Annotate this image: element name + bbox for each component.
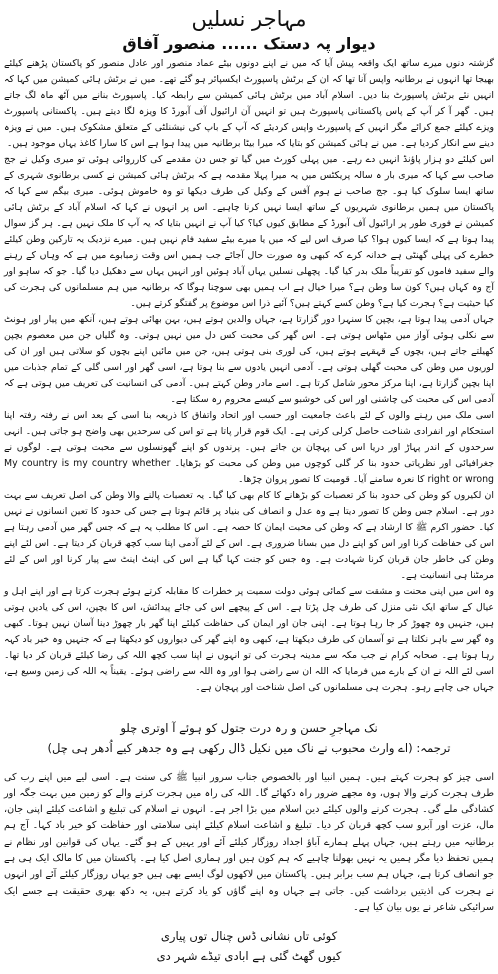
body-paragraph: اسی ملک میں رہنے والوں کے لئے باعث جامعیت اور حسب اور اتحاد واتفاق کا ذریعہ بنا اسی کے بعد اس نے رفتہ رفتہ اپنا استحکام اور انفرادی شناخت حاصل کرلی کرتی ہے۔ ایک قوم قرار پاتا ہے تو اس کی سرحدیں بھی واضح ہو جاتی ہیں۔ انہی سرحدوں کے اندر پہاڑ اور دریا اس کی پہچان بن جاتے ہیں۔ پرندوں کو اپنے گھونسلوں سے محبت ہوتی ہے۔ لوگوں نے جغرافیائی اور نظریاتی حدود بنا کر گلی کوچوں میں وطن کی محبت کو بڑھایا۔ My country is my country whether right or wrong کا نعرہ سامنے آیا۔ قومیت کا تصور پروان چڑھا۔ xyxy=(4,410,494,485)
poem-line: کیوں گھٹ گئی ہے ابادی تیڈے شہر دی xyxy=(156,949,342,963)
poem-verse: نک مہاجرِ حسن و رہ درت جتول کو ہوئے آ اوتری چلو xyxy=(120,721,378,735)
poem-translation: ترجمہ: (اے وارث محبوب نے ناک میں نکیل ڈال رکھی ہے وہ جدھر کیے اُدھر ہی چل) xyxy=(47,741,451,755)
column-title: مہاجر نسلیں xyxy=(191,7,307,31)
body-paragraph: اس کیلئے دو ہزار پاؤنڈ انہیں دے رہے۔ میں پہلی کورٹ میں گیا تو جس دن مقدمے کی کارروائی ہوئی تو میری وکیل نے جج صاحب سے کہا کہ میری بار ہ سالہ پریکٹس میں یہ میرا پہلا مقدمہ ہے کہ برٹش ہائی کمیشن نے کسی برطانوی شہری کے ساتھ ایسا سلوک کیا ہو۔ جج صاحب نے ہوم آفس کے وکیل کی طرف دیکھا تو وہ خاموش ہوئی۔ میری بیگم سے کہا کہ پاکستان میں ہمیں برطانوی شہریوں کے ساتھ ایسا نہیں کرنا چاہیے۔ اس پر انہوں نے کہا کہ اسلام آباد کے برٹش ہائی کمیشن نے فوری طور پر ارائیول آف آبورڈ کے مطابق کیوں کیا؟ کیا آپ نے انہیں بتایا کہ یہ آپ کا ملک نہیں ہے۔ ہر گز سوال پیدا ہوتا ہے کہ ایسا کیوں ہوا؟ کیا صرف اس لیے کہ میں یا میرے بیٹے سفید فام نہیں ہیں۔ میرے نزدیک یہ تارکین وطن کیلئے خطرے کی پہلی گھنٹی ہے خدانہ کرے کہ کبھی وہ صورت حال آجائے جب ہمیں اس وقت زمبابوے میں ہے کہ وہاں کے رہنے والے سفید فاموں کو تقریباً ملک بدر کیا گیا۔ پچھلی نسلیں یہاں آباد ہوئیں اور انہیں یہاں سے دھکیل دیا گیا۔ جو کہ ساہو اور آج وہ کہاں ہیں؟ کون سا وطن ہے؟ میرا خیال ہے اب ہمیں بھی سوچنا ہوگا کہ برطانیہ میں ہم مسلمانوں کی ہجرت کی کیا حیثیت ہے؟ ہجرت کیا ہے؟ وطن کسے کہتے ہیں؟ آئیے ذرا اس موضوع پر گفتگو کرتے ہیں۔ xyxy=(4,154,494,309)
body-paragraph: اسی چیز کو ہجرت کہتے ہیں۔ ہمیں انبیا اور بالخصوص جناب سرور انبیا ﷺ کی سنت ہے۔ اسی لیے میں اپنے رب کی طرف ہجرت کرنے والا ہوں، وہ مجھے ضرور راہ دکھائے گا۔ اللہ کی راہ میں ہجرت کرنے والے کو زمین میں بہت جگہ اور کشادگی ملے گی۔ ہجرت کرنے والوں کیلئے دین اسلام میں بڑا اجر ہے۔ انہوں نے اسلام کی تبلیغ و اشاعت کیلئے اپنی جان، مال، عزت اور آبرو سب کچھ قربان کر دیا۔ تبلیغ و اشاعت اسلام کیلئے اپنی سلامتی اور حفاظت کو خیر باد کہا۔ آج ہم برطانیہ میں رہتے ہیں، جہاں پہلے ہمارے آباؤ اجداد روزگار کیلئے آئے اور یہیں کے ہو گئے۔ یہاں کی قوانین اور نظام نے ہمیں تحفظ دیا مگر ہمیں یہ نہیں بھولنا چاہیے کہ ہم کون ہیں اور ہماری اصل کیا ہے۔ پاکستان میں کا مالک ایک ہی ہے جو انصاف کرتا ہے، جہاں ہم سب برابر ہیں۔ پاکستان میں لاکھوں لوگ ایسے بھی ہیں جو یہاں روزگار کیلئے آئے اور انہوں نے ہجرت کی اذیتیں برداشت کیں۔ جاتی ہے جہاں وہ اپنے گاؤں کو یاد کرتے ہیں، یہ دکھ بھری حقیقت ہے جسے ایک سرائیکی شاعر نے یوں بیان کیا ہے۔ xyxy=(4,771,494,913)
column-body-continued xyxy=(4,760,494,926)
body-paragraph: ان لکیروں کو وطن کی حدود بنا کر تعصبات کو بڑھانے کا کام بھی کیا گیا۔ یہ تعصبات پالنے والا وطن کی اصل تعریف سے بہت دور ہے۔ اسلام جس وطن کا تصور دیتا ہے وہ عدل و انصاف کی بنیاد پر قائم ہوتا ہے جس کی حدود کا تعین انسانوں نے نہیں کیا۔ حضور اکرم ﷺ کا ارشاد ہے کہ وطن کی محبت ایمان کا حصہ ہے۔ اس کا مطلب یہ ہے کہ جس گھر میں آدمی رہتا ہے اس کی حفاظت کرنا اور اس کو اپنے دل میں بسانا ضروری ہے۔ اس کے لئے آدمی اپنا سب کچھ قربان کر دیتا ہے۔ اس لئے اپنے وطن کی خاطر جان قربان کرنا شہادت ہے۔ وہ جس کو جنت کہا گیا ہے اس کی اینٹ اینٹ سے پیار کرنا اور اس کے لئے مرمٹنا ہی انسانیت ہے۔ xyxy=(4,490,494,581)
body-paragraph: جہاں آدمی پیدا ہوتا ہے، بچپن کا سنہرا دور گزارتا ہے، جہاں والدین ہوتے ہیں، بہن بھائی ہوتے ہیں، آنکھ میں پیار اور ہونٹ سے نکلی ہوئی آواز میں مٹھاس ہوتی ہے۔ اس گھر کی محبت کس دل میں نہیں ہوتی۔ وہ گلیاں جن میں معصوم بچپن کھیلتے جاتے ہیں، بچوں کے قہقہے ہوتے ہیں، کی لوری بنی ہوتی ہیں، جن میں مائیں اپنے بچوں کو سلاتی ہیں اور ان کی لوریوں میں وطن کی محبت گھلی ہوتی ہے۔ آدمی انہیں یادوں سے بنا ہوتا ہے، اسی گھر اور اسی گلی کے تمام جذبات میں اپنا بچپن گزارتا ہے، اپنا مرکز محور شامل کرتا ہے۔ اسے مادر وطن کہتے ہیں۔ آدمی کی انسانیت کی تعریف میں ہوتی ہے کہ آدمی اس کی محبت کی چاشنی اور اس کی خوشبو سے کیسے محروم رہ سکتا ہے۔ xyxy=(4,314,494,405)
column-body xyxy=(4,56,494,696)
body-paragraph: وہ اس میں اپنی محنت و مشقت سے کمائی ہوئی دولت سمیت پر خطرات کا مقابلہ کرتے ہوئے ہجرت کرتا ہے اور اپنے اہل و عیال کے ساتھ ایک نئی منزل کی طرف چل پڑتا ہے۔ اس کے پیچھے اس کی جائے پیدائش، اس کا بچپن، اس کی یادیں ہوتی ہیں، جنہیں وہ چھوڑ کر جا رہا ہوتا ہے۔ اپنی جان اور ایمان کی حفاظت کیلئے اپنا گھر بار چھوڑ دینا آسان نہیں ہوتا۔ کبھی وہ گھر سے باہر نکلتا ہے تو آسمان کی طرف دیکھتا ہے، کبھی وہ اپنے گھر کی دیواروں کو دیکھتا ہے کہ جنہیں وہ خیر باد کہہ رہا ہوتا ہے۔ صحابہ کرام نے جب مکہ سے مدینہ ہجرت کی تو انہوں نے اپنا سب کچھ اللہ کی رضا کیلئے قربان کر دیا تھا۔ اسی لئے اللہ نے ان کے بارے میں فرمایا کہ اللہ ان سے راضی ہوا اور وہ اللہ سے راضی ہوئے۔ یقیناً یہ اللہ کی زمین وسیع ہے، جہاں جی چاہے رہو۔ ہجرت ہی مسلمانوں کی اصل شناخت اور پہچان ہے۔ xyxy=(4,586,494,693)
newspaper-column xyxy=(4,0,494,974)
column-byline: دیوار پہ دستک ...... منصور آفاق xyxy=(122,34,376,53)
closing-poem xyxy=(4,926,494,966)
body-paragraph: گزشتہ دنوں میرے ساتھ ایک واقعہ پیش آیا کہ میں نے اپنے دونوں بیٹے عماد منصور اور عادل منصور کو پاکستان پڑھنے کیلئے بھیجا تھا انہوں نے برطانیہ واپس آنا تھا کہ ان کے برٹش پاسپورٹ ایکسپائر ہو گئے تھے۔ میں نے برٹش ہائی کمیشن میں کہا کہ انہیں نئے برٹش پاسپورٹ بنا دیں۔ اسلام آباد میں برٹش ہائی کمیشن سے رابطہ کیا۔ پاسپورٹ بنانے میں آٹھ ماہ لگ جاتے ہیں۔ گھر آ کر آپ کے پاس پاکستانی پاسپورٹ ہیں تو انہیں آن ارائیول آف آبورڈ کا ویزہ لگا دیتے ہیں۔ پاکستانی پاسپورٹ ویزے کیلئے جمع کرائے مگر انہیں کے پاسپورٹ واپس کردیئے کہ آپ کے باپ کی نیشنلٹی کے متعلق مشکوک ہیں۔ میں نے ویزہ دینے سے انکار کردیا ہے۔ میں نے ہائی کمیشن کو بتایا کہ میرا بیٹا برطانیہ میں پیدا ہوا ہے اس کا سارا کاغذ یہاں موجود ہیں۔ xyxy=(4,58,494,149)
poem-line: کوئی تاں نشانی ڈس چنال توں پیاری xyxy=(160,929,338,943)
